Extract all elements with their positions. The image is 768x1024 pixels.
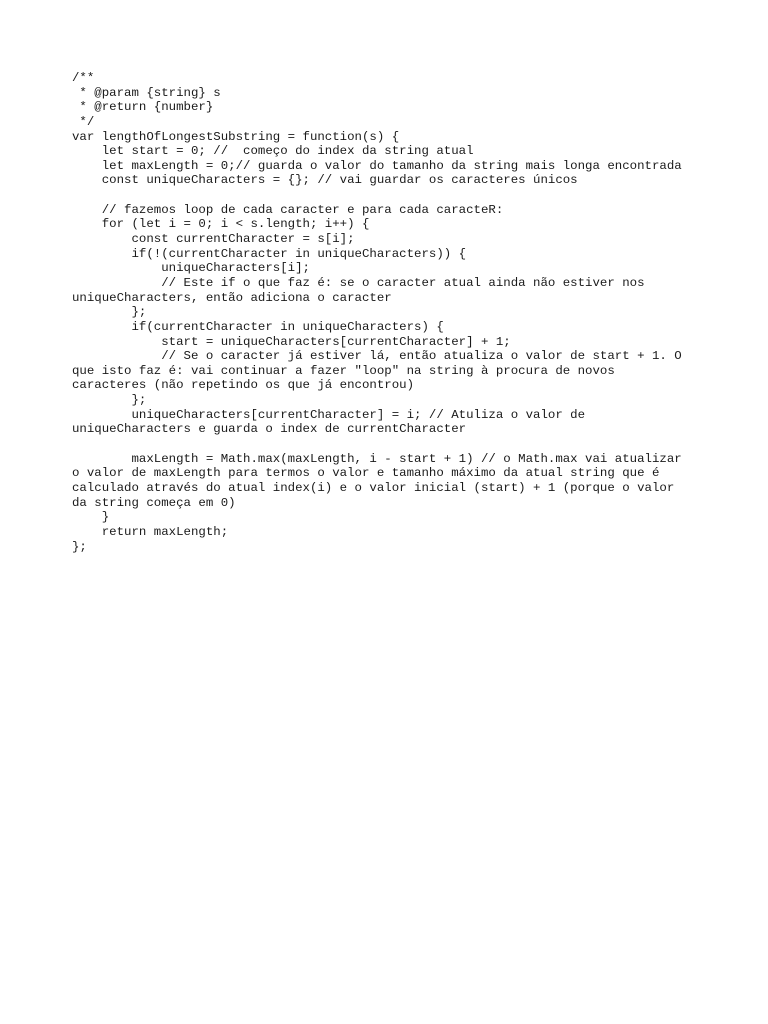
code-line: uniqueCharacters[currentCharacter] = i; // Atuliza o valor de <box>72 407 586 422</box>
code-line: maxLength = Math.max(maxLength, i - start + 1) // o Math.max vai atualizar <box>72 451 682 466</box>
code-line: */ <box>72 114 95 129</box>
code-line: if(!(currentCharacter in uniqueCharacters)) { <box>72 246 467 261</box>
code-line: }; <box>72 305 147 320</box>
code-line: que isto faz é: vai continuar a fazer "loop" na string à procura de novos <box>72 363 615 378</box>
code-line: caracteres (não repetindo os que já encontrou) <box>72 378 415 393</box>
code-block <box>72 71 712 554</box>
code-line: }; <box>72 539 87 554</box>
code-line: da string começa em 0) <box>72 495 236 510</box>
code-line: uniqueCharacters[i]; <box>72 261 310 276</box>
code-line: // Este if o que faz é: se o caracter atual ainda não estiver nos <box>72 275 645 290</box>
code-line <box>72 437 712 452</box>
code-line: calculado através do atual index(i) e o valor inicial (start) + 1 (porque o valor <box>72 480 675 495</box>
code-line: }; <box>72 393 147 408</box>
code-line: start = uniqueCharacters[currentCharacter] + 1; <box>72 334 511 349</box>
code-line: * @return {number} <box>72 100 214 115</box>
code-line: if(currentCharacter in uniqueCharacters) { <box>72 319 444 334</box>
code-line: // Se o caracter já estiver lá, então atualiza o valor de start + 1. O <box>72 349 682 364</box>
code-line: uniqueCharacters, então adiciona o caracter <box>72 290 392 305</box>
code-line <box>72 188 712 203</box>
code-line: o valor de maxLength para termos o valor e tamanho máximo da atual string que é <box>72 466 660 481</box>
code-line: * @param {string} s <box>72 85 221 100</box>
code-line: } <box>72 510 110 525</box>
code-line: // fazemos loop de cada caracter e para cada caracteR: <box>72 202 504 217</box>
code-line: for (let i = 0; i < s.length; i++) { <box>72 217 370 232</box>
code-line: const currentCharacter = s[i]; <box>72 232 355 247</box>
code-line: let maxLength = 0;// guarda o valor do tamanho da string mais longa encontrada <box>72 158 682 173</box>
code-line: let start = 0; // começo do index da string atual <box>72 144 474 159</box>
code-line: return maxLength; <box>72 524 229 539</box>
code-line: /** <box>72 71 95 85</box>
code-line: uniqueCharacters e guarda o index de currentCharacter <box>72 422 467 437</box>
code-line: var lengthOfLongestSubstring = function(s) { <box>72 129 400 144</box>
code-line: const uniqueCharacters = {}; // vai guardar os caracteres únicos <box>72 173 578 188</box>
